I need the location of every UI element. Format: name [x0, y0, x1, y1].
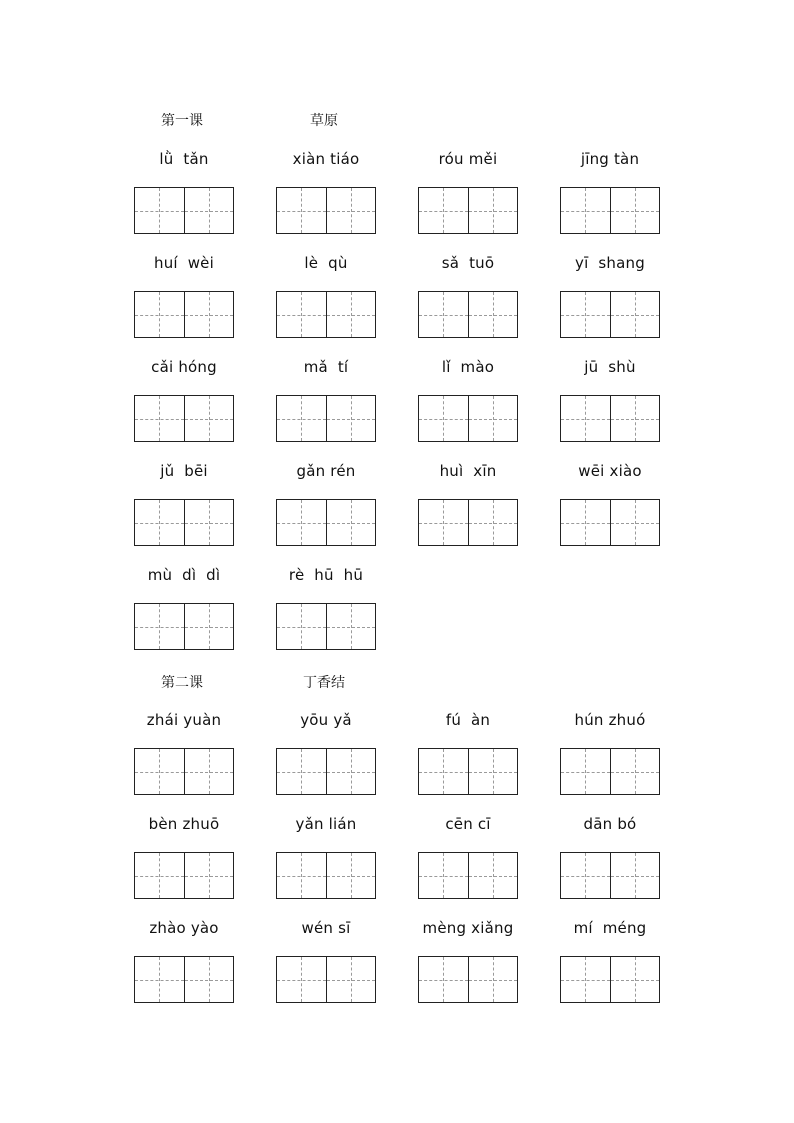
writing-grid-cell[interactable]	[468, 853, 518, 898]
writing-grid-cell[interactable]	[326, 188, 376, 233]
writing-grid-cell[interactable]	[610, 853, 660, 898]
writing-grid-cell[interactable]	[610, 957, 660, 1002]
lesson-name: 丁香结	[303, 675, 345, 691]
writing-grid-cell[interactable]	[419, 500, 468, 545]
writing-grid-box[interactable]	[418, 748, 518, 795]
writing-grid-cell[interactable]	[419, 749, 468, 794]
pinyin-word: lǜ tǎn	[159, 150, 209, 168]
writing-grid-cell[interactable]	[184, 396, 234, 441]
writing-grid-cell[interactable]	[561, 500, 610, 545]
lesson-number: 第一课	[161, 113, 203, 129]
pinyin-word: jīng tàn	[580, 150, 640, 168]
writing-grid-box[interactable]	[134, 395, 234, 442]
pinyin-word: zhào yào	[149, 919, 219, 937]
writing-grid-cell[interactable]	[468, 396, 518, 441]
pinyin-word: mèng xiǎng	[422, 919, 514, 937]
writing-grid-box[interactable]	[560, 748, 660, 795]
writing-grid-cell[interactable]	[135, 500, 184, 545]
pinyin-word: wén sī	[301, 919, 351, 937]
writing-grid-cell[interactable]	[277, 292, 326, 337]
writing-grid-cell[interactable]	[277, 500, 326, 545]
writing-grid-box[interactable]	[276, 187, 376, 234]
pinyin-word: xiàn tiáo	[292, 150, 360, 168]
writing-grid-cell[interactable]	[277, 853, 326, 898]
writing-grid-box[interactable]	[560, 852, 660, 899]
pinyin-word: huí wèi	[154, 254, 214, 272]
writing-grid-box[interactable]	[276, 395, 376, 442]
writing-grid-box[interactable]	[418, 852, 518, 899]
writing-grid-cell[interactable]	[468, 957, 518, 1002]
writing-grid-cell[interactable]	[326, 396, 376, 441]
writing-grid-box[interactable]	[418, 499, 518, 546]
writing-grid-cell[interactable]	[419, 292, 468, 337]
writing-grid-box[interactable]	[276, 291, 376, 338]
writing-grid-box[interactable]	[134, 291, 234, 338]
writing-grid-cell[interactable]	[135, 396, 184, 441]
writing-grid-cell[interactable]	[419, 396, 468, 441]
writing-grid-cell[interactable]	[561, 188, 610, 233]
writing-grid-cell[interactable]	[135, 853, 184, 898]
pinyin-word: rè hū hū	[288, 566, 364, 584]
pinyin-word: yī shang	[575, 254, 645, 272]
writing-grid-cell[interactable]	[135, 292, 184, 337]
writing-grid-cell[interactable]	[184, 604, 234, 649]
pinyin-word: bèn zhuō	[148, 815, 220, 833]
writing-grid-cell[interactable]	[277, 188, 326, 233]
pinyin-word: sǎ tuō	[441, 254, 495, 272]
writing-grid-cell[interactable]	[184, 500, 234, 545]
lesson-name: 草原	[310, 113, 338, 129]
pinyin-word: róu měi	[438, 150, 498, 168]
pinyin-word: yōu yǎ	[300, 711, 352, 729]
writing-grid-cell[interactable]	[419, 188, 468, 233]
pinyin-word: lè qù	[304, 254, 348, 272]
pinyin-word: yǎn lián	[295, 815, 357, 833]
writing-grid-cell[interactable]	[135, 749, 184, 794]
writing-grid-cell[interactable]	[135, 957, 184, 1002]
pinyin-word: wēi xiào	[578, 462, 642, 480]
writing-grid-cell[interactable]	[277, 749, 326, 794]
writing-grid-box[interactable]	[418, 956, 518, 1003]
pinyin-word: mǎ tí	[303, 358, 349, 376]
pinyin-word: cǎi hóng	[151, 358, 217, 376]
writing-grid-box[interactable]	[418, 291, 518, 338]
writing-grid-box[interactable]	[560, 499, 660, 546]
writing-grid-cell[interactable]	[561, 957, 610, 1002]
writing-grid-box[interactable]	[276, 852, 376, 899]
writing-grid-cell[interactable]	[326, 500, 376, 545]
pinyin-word: hún zhuó	[574, 711, 646, 729]
writing-grid-cell[interactable]	[184, 188, 234, 233]
writing-grid-cell[interactable]	[184, 957, 234, 1002]
pinyin-word: fú àn	[445, 711, 491, 729]
writing-grid-cell[interactable]	[561, 853, 610, 898]
writing-grid-box[interactable]	[418, 187, 518, 234]
writing-grid-cell[interactable]	[610, 292, 660, 337]
lesson-number: 第二课	[161, 675, 203, 691]
writing-grid-cell[interactable]	[135, 188, 184, 233]
pinyin-word: huì xīn	[439, 462, 497, 480]
writing-grid-box[interactable]	[276, 603, 376, 650]
writing-grid-cell[interactable]	[326, 292, 376, 337]
pinyin-word: gǎn rén	[296, 462, 356, 480]
pinyin-word: zhái yuàn	[146, 711, 222, 729]
writing-grid-cell[interactable]	[468, 188, 518, 233]
pinyin-word: cēn cī	[445, 815, 491, 833]
writing-grid-box[interactable]	[418, 395, 518, 442]
writing-grid-cell[interactable]	[468, 500, 518, 545]
writing-grid-box[interactable]	[560, 395, 660, 442]
writing-grid-cell[interactable]	[326, 957, 376, 1002]
writing-grid-cell[interactable]	[610, 188, 660, 233]
writing-grid-cell[interactable]	[610, 749, 660, 794]
writing-grid-cell[interactable]	[561, 292, 610, 337]
writing-grid-box[interactable]	[276, 499, 376, 546]
pinyin-word: jū shù	[584, 358, 636, 376]
writing-grid-box[interactable]	[134, 603, 234, 650]
writing-grid-box[interactable]	[134, 852, 234, 899]
pinyin-word: dān bó	[583, 815, 637, 833]
writing-grid-cell[interactable]	[419, 853, 468, 898]
writing-grid-cell[interactable]	[277, 957, 326, 1002]
writing-grid-cell[interactable]	[326, 853, 376, 898]
pinyin-word: mí méng	[573, 919, 647, 937]
writing-grid-cell[interactable]	[326, 749, 376, 794]
writing-grid-box[interactable]	[560, 291, 660, 338]
writing-grid-box[interactable]	[560, 956, 660, 1003]
writing-grid-cell[interactable]	[561, 749, 610, 794]
writing-grid-cell[interactable]	[135, 604, 184, 649]
writing-grid-cell[interactable]	[184, 749, 234, 794]
writing-grid-box[interactable]	[276, 956, 376, 1003]
writing-grid-cell[interactable]	[184, 292, 234, 337]
writing-grid-cell[interactable]	[277, 396, 326, 441]
writing-grid-box[interactable]	[134, 956, 234, 1003]
writing-grid-box[interactable]	[134, 187, 234, 234]
writing-grid-cell[interactable]	[610, 500, 660, 545]
writing-grid-box[interactable]	[276, 748, 376, 795]
writing-grid-cell[interactable]	[326, 604, 376, 649]
pinyin-word: mù dì dì	[147, 566, 221, 584]
pinyin-word: jǔ bēi	[160, 462, 208, 480]
writing-grid-cell[interactable]	[184, 853, 234, 898]
writing-grid-box[interactable]	[134, 748, 234, 795]
writing-grid-cell[interactable]	[610, 396, 660, 441]
writing-grid-cell[interactable]	[419, 957, 468, 1002]
writing-grid-cell[interactable]	[277, 604, 326, 649]
writing-grid-cell[interactable]	[468, 749, 518, 794]
writing-grid-cell[interactable]	[561, 396, 610, 441]
writing-grid-box[interactable]	[560, 187, 660, 234]
writing-grid-cell[interactable]	[468, 292, 518, 337]
pinyin-word: lǐ mào	[441, 358, 495, 376]
writing-grid-box[interactable]	[134, 499, 234, 546]
